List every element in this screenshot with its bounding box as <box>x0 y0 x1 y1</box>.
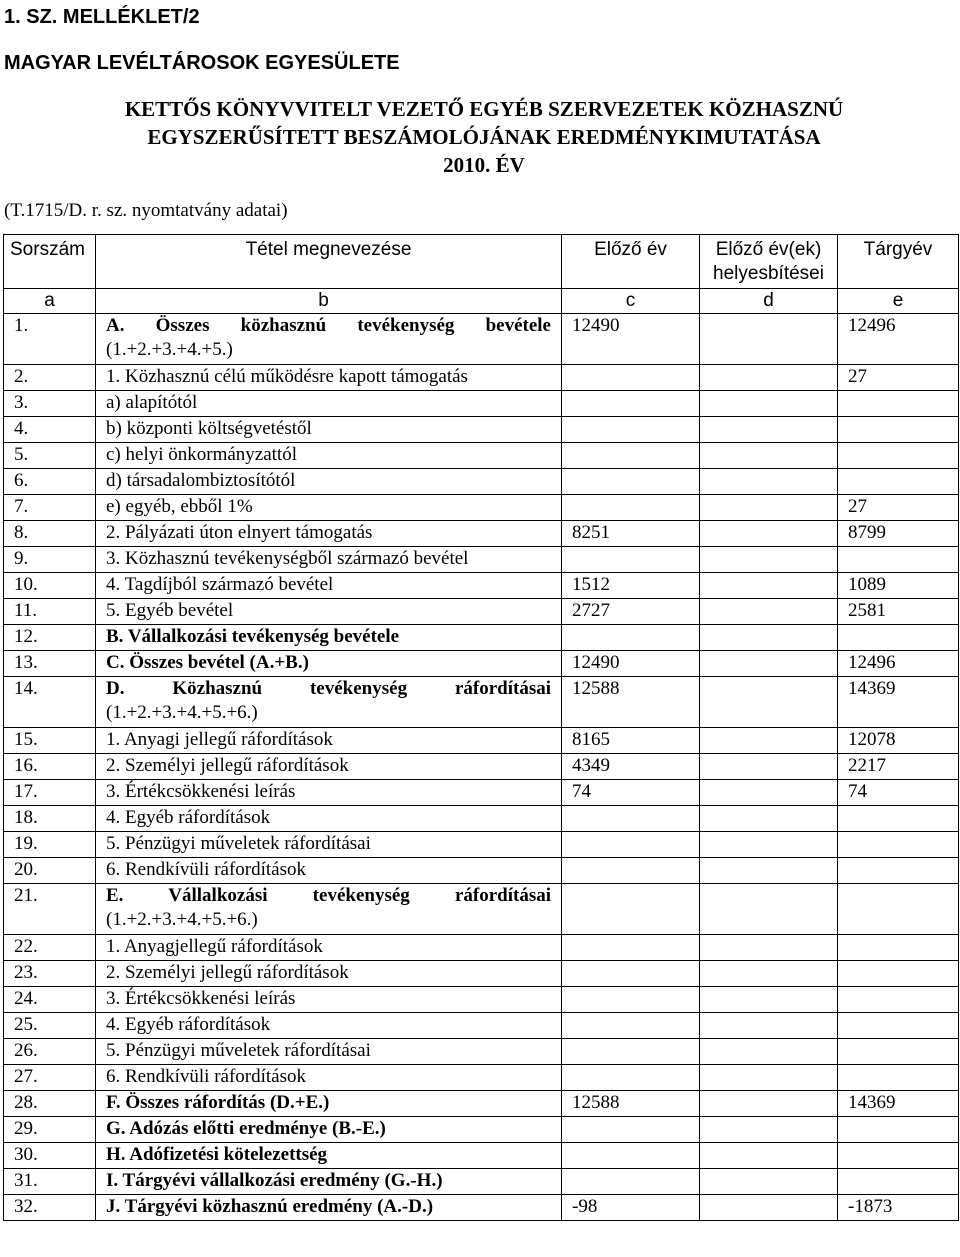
row-number: 13. <box>4 651 96 677</box>
row-label: 1. Anyagi jellegű ráfordítások <box>96 728 562 754</box>
row-label-formula: (1.+2.+3.+4.+5.+6.) <box>106 909 258 930</box>
row-label: 3. Értékcsökkenési leírás <box>96 780 562 806</box>
value-e: 2217 <box>838 754 959 780</box>
value-d <box>700 832 838 858</box>
table-row <box>4 314 959 365</box>
value-c: 8165 <box>562 728 700 754</box>
row-label: 4. Tagdíjból származó bevétel <box>96 573 562 599</box>
value-c <box>562 391 700 417</box>
table-row <box>4 417 959 443</box>
value-c <box>562 935 700 961</box>
value-c <box>562 417 700 443</box>
value-d <box>700 987 838 1013</box>
value-d <box>700 806 838 832</box>
row-number: 8. <box>4 521 96 547</box>
table-row <box>4 391 959 417</box>
row-number: 14. <box>4 677 96 728</box>
value-d <box>700 443 838 469</box>
value-e <box>838 1143 959 1169</box>
table-row <box>4 495 959 521</box>
col-header-sorszam: Sorszám <box>4 235 96 289</box>
organization-name: MAGYAR LEVÉLTÁROSOK EGYESÜLETE <box>4 52 400 74</box>
table-row <box>4 961 959 987</box>
report-title-line-2: EGYSZERŰSÍTETT BESZÁMOLÓJÁNAK EREDMÉNYKIMUTATÁSA <box>147 125 821 149</box>
row-number: 24. <box>4 987 96 1013</box>
value-d <box>700 314 838 365</box>
row-label: J. Tárgyévi közhasznú eredmény (A.-D.) <box>96 1195 562 1221</box>
row-number: 26. <box>4 1039 96 1065</box>
value-d <box>700 417 838 443</box>
row-number: 5. <box>4 443 96 469</box>
table-row <box>4 832 959 858</box>
row-number: 10. <box>4 573 96 599</box>
table-row <box>4 987 959 1013</box>
value-c: 12588 <box>562 1091 700 1117</box>
value-c <box>562 1169 700 1195</box>
value-c <box>562 469 700 495</box>
row-label-heading: D. Közhasznú tevékenység ráfordításai <box>106 678 551 699</box>
value-d <box>700 495 838 521</box>
row-number: 12. <box>4 625 96 651</box>
value-e: 12496 <box>838 651 959 677</box>
value-c <box>562 1039 700 1065</box>
row-number: 31. <box>4 1169 96 1195</box>
table-row <box>4 858 959 884</box>
value-e <box>838 935 959 961</box>
row-number: 21. <box>4 884 96 935</box>
col-letter-d: d <box>700 289 838 314</box>
row-number: 29. <box>4 1117 96 1143</box>
row-label-formula: (1.+2.+3.+4.+5.+6.) <box>106 702 258 723</box>
value-c: 4349 <box>562 754 700 780</box>
value-e: 12078 <box>838 728 959 754</box>
row-label: G. Adózás előtti eredménye (B.-E.) <box>96 1117 562 1143</box>
value-c: -98 <box>562 1195 700 1221</box>
value-c <box>562 365 700 391</box>
value-d <box>700 1091 838 1117</box>
value-e <box>838 1013 959 1039</box>
value-e <box>838 1065 959 1091</box>
col-header-elozo-ev: Előző év <box>562 235 700 289</box>
row-label: a) alapítótól <box>96 391 562 417</box>
row-number: 22. <box>4 935 96 961</box>
table-row <box>4 780 959 806</box>
value-d <box>700 1117 838 1143</box>
row-label <box>96 314 562 365</box>
table-row <box>4 1065 959 1091</box>
value-c: 74 <box>562 780 700 806</box>
table-row <box>4 599 959 625</box>
value-c <box>562 858 700 884</box>
value-e: -1873 <box>838 1195 959 1221</box>
value-d <box>700 884 838 935</box>
value-e <box>838 625 959 651</box>
row-number: 17. <box>4 780 96 806</box>
table-row <box>4 573 959 599</box>
row-number: 27. <box>4 1065 96 1091</box>
row-label: c) helyi önkormányzattól <box>96 443 562 469</box>
value-c <box>562 884 700 935</box>
value-d <box>700 1195 838 1221</box>
row-label: F. Összes ráfordítás (D.+E.) <box>96 1091 562 1117</box>
row-label: 4. Egyéb ráfordítások <box>96 806 562 832</box>
table-row <box>4 935 959 961</box>
row-number: 11. <box>4 599 96 625</box>
value-d <box>700 728 838 754</box>
value-e <box>838 443 959 469</box>
row-label: B. Vállalkozási tevékenység bevétele <box>96 625 562 651</box>
row-label-heading: A. Összes közhasznú tevékenység bevétele <box>106 315 551 336</box>
value-d <box>700 780 838 806</box>
col-letter-c: c <box>562 289 700 314</box>
table-row <box>4 547 959 573</box>
value-c <box>562 1117 700 1143</box>
table-row <box>4 365 959 391</box>
value-d <box>700 1013 838 1039</box>
value-d <box>700 858 838 884</box>
value-e <box>838 832 959 858</box>
row-number: 20. <box>4 858 96 884</box>
income-statement-table <box>3 234 959 1221</box>
table-row <box>4 884 959 935</box>
row-number: 4. <box>4 417 96 443</box>
row-label: 6. Rendkívüli ráfordítások <box>96 1065 562 1091</box>
row-number: 16. <box>4 754 96 780</box>
value-e: 74 <box>838 780 959 806</box>
value-c <box>562 625 700 651</box>
table-row <box>4 521 959 547</box>
value-d <box>700 677 838 728</box>
value-c: 12588 <box>562 677 700 728</box>
value-e: 2581 <box>838 599 959 625</box>
report-year: 2010. ÉV <box>443 153 525 177</box>
row-label: 5. Egyéb bevétel <box>96 599 562 625</box>
value-e <box>838 417 959 443</box>
row-label: 6. Rendkívüli ráfordítások <box>96 858 562 884</box>
value-d <box>700 961 838 987</box>
table-row <box>4 728 959 754</box>
table-header-row <box>4 235 959 289</box>
row-number: 6. <box>4 469 96 495</box>
row-number: 9. <box>4 547 96 573</box>
row-number: 28. <box>4 1091 96 1117</box>
value-d <box>700 469 838 495</box>
table-row <box>4 625 959 651</box>
value-d <box>700 573 838 599</box>
value-c: 2727 <box>562 599 700 625</box>
row-label: b) központi költségvetéstől <box>96 417 562 443</box>
value-c: 8251 <box>562 521 700 547</box>
table-row <box>4 1013 959 1039</box>
table-row <box>4 1117 959 1143</box>
row-label <box>96 884 562 935</box>
row-label: d) társadalombiztosítótól <box>96 469 562 495</box>
row-number: 3. <box>4 391 96 417</box>
value-c <box>562 1143 700 1169</box>
value-c <box>562 806 700 832</box>
value-e <box>838 469 959 495</box>
form-reference: (T.1715/D. r. sz. nyomtatvány adatai) <box>4 200 288 221</box>
table-row <box>4 754 959 780</box>
row-number: 23. <box>4 961 96 987</box>
row-label-heading: E. Vállalkozási tevékenység ráfordításai <box>106 885 551 906</box>
row-number: 2. <box>4 365 96 391</box>
row-label: 4. Egyéb ráfordítások <box>96 1013 562 1039</box>
row-label: 2. Pályázati úton elnyert támogatás <box>96 521 562 547</box>
value-d <box>700 1169 838 1195</box>
table-row <box>4 1195 959 1221</box>
value-d <box>700 935 838 961</box>
value-e <box>838 1169 959 1195</box>
value-e <box>838 858 959 884</box>
value-e <box>838 391 959 417</box>
row-label-formula: (1.+2.+3.+4.+5.) <box>106 339 233 360</box>
table-row <box>4 651 959 677</box>
col-letter-e: e <box>838 289 959 314</box>
value-e <box>838 1039 959 1065</box>
value-e <box>838 987 959 1013</box>
value-e: 27 <box>838 495 959 521</box>
row-number: 15. <box>4 728 96 754</box>
value-e: 14369 <box>838 1091 959 1117</box>
row-number: 32. <box>4 1195 96 1221</box>
col-letter-a: a <box>4 289 96 314</box>
value-e <box>838 1117 959 1143</box>
value-d <box>700 391 838 417</box>
report-title-line-1: KETTŐS KÖNYVVITELT VEZETŐ EGYÉB SZERVEZETEK KÖZHASZNÚ <box>124 97 844 121</box>
value-c: 12490 <box>562 314 700 365</box>
col-header-helyesbitesek: Előző év(ek) helyesbítései <box>700 235 838 289</box>
row-number: 25. <box>4 1013 96 1039</box>
row-number: 30. <box>4 1143 96 1169</box>
value-d <box>700 547 838 573</box>
value-c: 12490 <box>562 651 700 677</box>
value-c <box>562 1065 700 1091</box>
table-row <box>4 806 959 832</box>
row-label: 5. Pénzügyi műveletek ráfordításai <box>96 1039 562 1065</box>
row-number: 7. <box>4 495 96 521</box>
row-label: 1. Közhasznú célú működésre kapott támogatás <box>96 365 562 391</box>
value-e <box>838 961 959 987</box>
value-d <box>700 521 838 547</box>
value-e: 14369 <box>838 677 959 728</box>
value-e <box>838 884 959 935</box>
value-e: 12496 <box>838 314 959 365</box>
table-row <box>4 1143 959 1169</box>
row-label <box>96 677 562 728</box>
row-label: 5. Pénzügyi műveletek ráfordításai <box>96 832 562 858</box>
value-c <box>562 443 700 469</box>
row-label: 2. Személyi jellegű ráfordítások <box>96 754 562 780</box>
column-letter-row <box>4 289 959 314</box>
table-row <box>4 1091 959 1117</box>
row-label: e) egyéb, ebből 1% <box>96 495 562 521</box>
value-d <box>700 599 838 625</box>
value-c <box>562 547 700 573</box>
col-letter-b: b <box>96 289 562 314</box>
row-number: 1. <box>4 314 96 365</box>
value-c <box>562 961 700 987</box>
row-label: 2. Személyi jellegű ráfordítások <box>96 961 562 987</box>
value-c <box>562 987 700 1013</box>
value-e: 1089 <box>838 573 959 599</box>
col-header-targyev: Tárgyév <box>838 235 959 289</box>
row-label: H. Adófizetési kötelezettség <box>96 1143 562 1169</box>
row-label: 3. Közhasznú tevékenységből származó bevétel <box>96 547 562 573</box>
table-row <box>4 469 959 495</box>
row-number: 19. <box>4 832 96 858</box>
value-e: 8799 <box>838 521 959 547</box>
value-d <box>700 754 838 780</box>
value-d <box>700 651 838 677</box>
value-c <box>562 495 700 521</box>
value-e: 27 <box>838 365 959 391</box>
row-number: 18. <box>4 806 96 832</box>
annex-label: 1. SZ. MELLÉKLET/2 <box>4 6 200 28</box>
value-d <box>700 1065 838 1091</box>
value-e <box>838 806 959 832</box>
row-label: 3. Értékcsökkenési leírás <box>96 987 562 1013</box>
table-row <box>4 443 959 469</box>
row-label: C. Összes bevétel (A.+B.) <box>96 651 562 677</box>
value-d <box>700 365 838 391</box>
table-row <box>4 1169 959 1195</box>
value-c <box>562 832 700 858</box>
value-c <box>562 1013 700 1039</box>
table-row <box>4 677 959 728</box>
value-e <box>838 547 959 573</box>
value-c: 1512 <box>562 573 700 599</box>
value-d <box>700 1039 838 1065</box>
table-row <box>4 1039 959 1065</box>
col-header-megnevezes: Tétel megnevezése <box>96 235 562 289</box>
row-label: 1. Anyagjellegű ráfordítások <box>96 935 562 961</box>
value-d <box>700 1143 838 1169</box>
row-label: I. Tárgyévi vállalkozási eredmény (G.-H.) <box>96 1169 562 1195</box>
value-d <box>700 625 838 651</box>
